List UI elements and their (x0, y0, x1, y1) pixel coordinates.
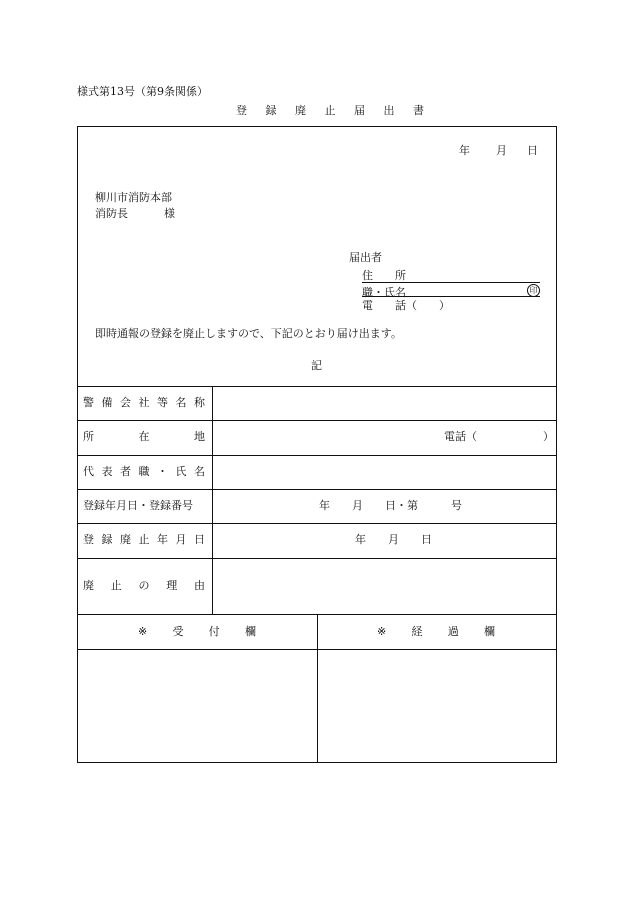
receipt-area[interactable] (82, 654, 312, 758)
document-title: 登 録 廃 止 届 出 書 (236, 104, 432, 117)
location-field[interactable] (220, 431, 420, 445)
addressee-honorific: 様 (164, 207, 175, 220)
label-column-divider (212, 386, 213, 614)
day-label: 日 (527, 144, 538, 157)
row-rule (77, 523, 557, 524)
company-name-field[interactable] (220, 397, 550, 411)
reason-label: 廃 止 の 理 由 (83, 579, 205, 592)
table-top-rule (77, 386, 557, 387)
company-name-label: 警 備 会 社 等 名 称 (83, 396, 205, 409)
notifier-address-label: 住 所 (362, 269, 406, 282)
year-label: 年 (459, 144, 470, 157)
receipt-column-header: ※ 受 付 欄 (138, 625, 256, 638)
row-rule (77, 558, 557, 559)
reason-field[interactable] (220, 568, 550, 606)
notifier-heading: 届出者 (349, 251, 382, 264)
notifier-address-field[interactable] (362, 267, 540, 281)
abolition-date-field[interactable]: 年 月 日 (355, 533, 432, 546)
form-number: 様式第13号（第9条関係） (77, 85, 208, 98)
row-rule (77, 489, 557, 490)
month-label: 月 (496, 144, 507, 157)
ki-note-heading: 記 (311, 359, 322, 372)
notifier-phone-field[interactable] (362, 297, 540, 311)
location-label: 所 在 地 (83, 430, 205, 443)
notifier-name-field[interactable] (362, 282, 540, 297)
registration-field[interactable]: 年 月 日・第 号 (319, 499, 462, 512)
registration-label: 登録年月日・登録番号 (83, 499, 193, 512)
addressee-title: 消防長 (95, 207, 128, 220)
addressee-chief (95, 208, 175, 219)
notifier-name-label: 職・氏名 (362, 286, 406, 299)
office-column-divider (317, 614, 318, 763)
notifier-phone-label: 電 話（ ） (362, 299, 450, 312)
seal-icon: 印 (527, 284, 540, 297)
statement-text: 即時通報の登録を廃止しますので、下記のとおり届け出ます。 (95, 327, 402, 340)
progress-column-header: ※ 経 過 欄 (377, 625, 495, 638)
abolition-date-label: 登 録 廃 止 年 月 日 (83, 533, 205, 546)
row-rule (77, 455, 557, 456)
row-rule (77, 420, 557, 421)
progress-area[interactable] (322, 654, 552, 758)
location-phone[interactable]: 電話（ ） (444, 430, 554, 443)
representative-label: 代 表 者 職 ・ 氏 名 (83, 465, 205, 478)
addressee-office: 柳川市消防本部 (95, 191, 172, 204)
submission-date (459, 145, 538, 156)
representative-field[interactable] (220, 466, 550, 480)
